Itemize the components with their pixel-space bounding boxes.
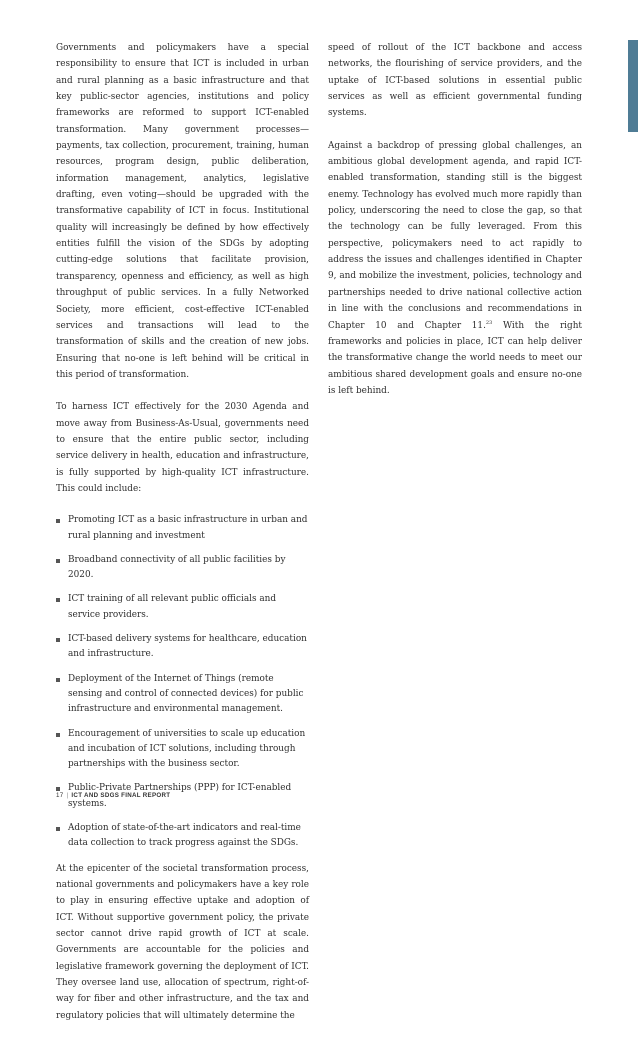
body-paragraph: To harness ICT effectively for the 2030 Agenda and move away from Business-As-Usual, governments need to ensure that the entire public sector, including service delivery in health, education and infrastructure, is fully supported by high-quality ICT infrastructure. This could include: [56, 402, 309, 494]
page-footer [56, 792, 170, 799]
list-item-text: Public-Private Partnerships (PPP) for ICT-enabled systems. [68, 783, 292, 809]
footnote-reference: 23 [485, 319, 493, 326]
list-item-text: Encouragement of universities to scale up education and incubation of ICT solutions, including through partnerships with the business sector. [68, 728, 306, 770]
body-paragraph: At the epicenter of the societal transformation process, national governments and policymakers have a key role to play in ensuring effective uptake and adoption of ICT. Without supportive government policy, the private sector cannot drive rapid growth of ICT at scale. Governments are accountable for the policies and legislative framework governing the deployment of ICT. They oversee land use, allocation of spectrum, right-of-way for fiber and other infrastructure, and the tax and regulatory policies that will ultimately determine the [56, 863, 309, 1021]
list-item [56, 513, 309, 544]
body-paragraph [328, 138, 582, 400]
list-item [56, 672, 309, 718]
list-item-text: Adoption of state-of-the-art indicators and real-time data collection to track progress against the SDGs. [68, 823, 301, 849]
bullet-icon [56, 678, 60, 682]
list-item-text: Deployment of the Internet of Things (remote sensing and control of connected devices) for public infrastructure and environmental management. [68, 673, 304, 715]
bullet-icon [56, 638, 60, 642]
list-item [56, 592, 309, 623]
paragraph-text: Against a backdrop of pressing global challenges, an ambitious global development agenda, and rapid ICT-enabled transformation, standing still is the biggest enemy. Technology has evolved much more rapidly than policy, underscoring the need to close the gap, so that the technology can be fully leveraged. From this perspective, policymakers need to act rapidly to address the issues and challenges identified in Chapter 9, and mobilize the investment, policies, technology and partnerships needed to drive national collective action in line with the conclusions and recommendations in Chapter 10 and Chapter 11. [328, 140, 582, 331]
list-item-text: Promoting ICT as a basic infrastructure in urban and rural planning and investment [68, 515, 308, 541]
body-paragraph: speed of rollout of the ICT backbone and access networks, the flourishing of service providers, and the uptake of ICT-based solutions in essential public services as well as efficient governmental funding systems. [328, 43, 582, 119]
page-number: 17 [56, 792, 64, 799]
list-item [56, 553, 309, 584]
list-item [56, 632, 309, 663]
bullet-icon [56, 827, 60, 831]
right-column [328, 40, 582, 415]
footer-separator: | [66, 792, 69, 799]
bullet-list [56, 513, 309, 851]
list-item-text: Broadband connectivity of all public facilities by 2020. [68, 554, 286, 581]
chapter-edge-tab [628, 40, 638, 132]
paragraph-text: With the right frameworks and policies in place, ICT can help deliver the transformative change the world needs to meet our ambitious shared development goals and ensure no-one is left behind. [328, 320, 582, 396]
bullet-icon [56, 733, 60, 737]
list-item-text: ICT-based delivery systems for healthcare, education and infrastructure. [68, 634, 307, 660]
bullet-icon [56, 519, 60, 523]
left-column [56, 40, 309, 1040]
report-title: ICT AND SDGS FINAL REPORT [71, 792, 171, 799]
body-paragraph: Governments and policymakers have a special responsibility to ensure that ICT is included in urban and rural planning as a basic infrastructure and that key public-sector agencies, institutions and policy frameworks are reformed to support ICT-enabled transformation. Many government processes—payments, tax collection, procurement, training, human resources, program design, public deliberation, information management, analytics, legislative drafting, even voting—should be upgraded with the transformative capability of ICT in focus. Institutional quality will increasingly be defined by how effectively entities fulfill the vision of the SDGs by adopting cutting-edge solutions that facilitate provision, transparency, openness and efficiency, as well as high throughput of public services. In a fully Networked Society, more efficient, cost-effective ICT-enabled services and transactions will lead to the transformation of skills and the creation of new jobs. Ensuring that no-one is left behind will be critical in this period of transformation. [56, 43, 309, 380]
bullet-icon [56, 598, 60, 602]
list-item-text: ICT training of all relevant public officials and service providers. [68, 594, 277, 620]
list-item [56, 727, 309, 773]
bullet-icon [56, 787, 60, 791]
bullet-icon [56, 559, 60, 563]
